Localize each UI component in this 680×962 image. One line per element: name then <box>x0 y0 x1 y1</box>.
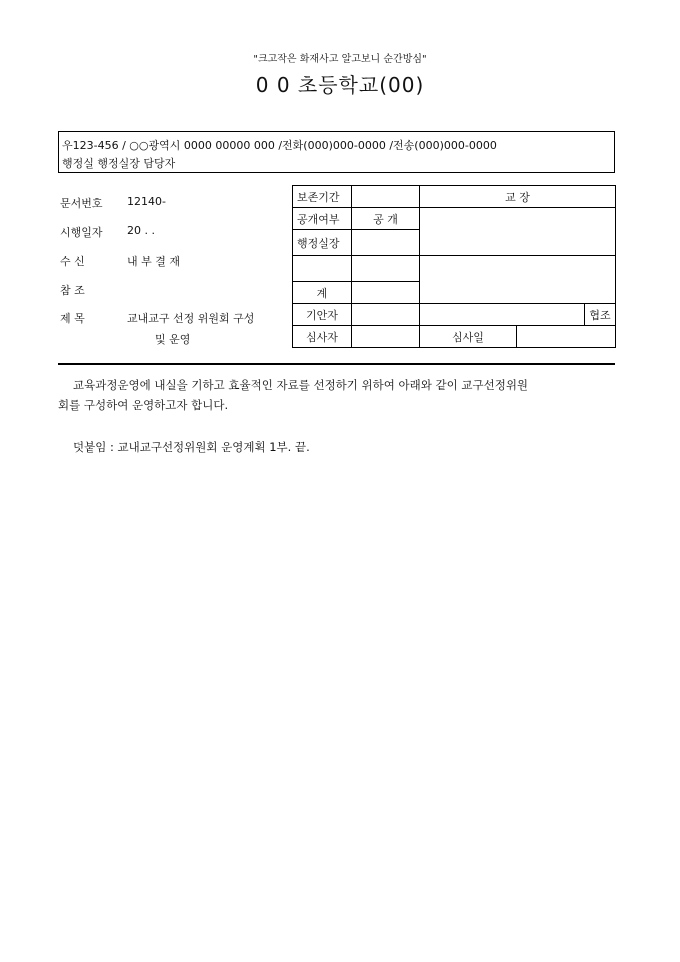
total-sign <box>352 282 420 304</box>
address-box <box>58 131 615 173</box>
drafter-extra <box>420 304 585 326</box>
reference-label: 참 조 <box>60 284 85 297</box>
drafter-sign <box>352 304 420 326</box>
cooperation-label: 협조 <box>585 304 616 326</box>
date-value: 20 . . <box>127 224 155 237</box>
disclosure-value: 공 개 <box>352 208 420 230</box>
principal-label: 교 장 <box>420 186 616 208</box>
approval-table <box>292 185 616 348</box>
doc-number-value: 12140- <box>127 195 166 208</box>
disclosure-label: 공개여부 <box>293 208 352 230</box>
body-paragraph-line-1: 교육과정운영에 내실을 기하고 효율적인 자료를 선정하기 위하여 아래와 같이 교구선정위원 <box>73 378 529 392</box>
drafter-label: 기안자 <box>293 304 352 326</box>
reviewer-sign <box>352 326 420 348</box>
admin-head-label: 행정실장 <box>293 230 352 256</box>
total-label: 계 <box>293 282 352 304</box>
retention-value <box>352 186 420 208</box>
date-label: 시행일자 <box>60 226 103 239</box>
blank-cell <box>352 256 420 282</box>
recipient-label: 수 신 <box>60 255 85 268</box>
subject-label: 제 목 <box>60 312 85 325</box>
subject-line-2: 및 운영 <box>155 333 191 346</box>
retention-label: 보존기간 <box>293 186 352 208</box>
blank-cell <box>293 256 352 282</box>
school-title: 0 0 초등학교(00) <box>255 73 425 97</box>
blank-area <box>420 256 616 304</box>
department-line: 행정실 행정실장 담당자 <box>62 157 176 170</box>
principal-sign-cell <box>420 208 616 256</box>
subject-line-1: 교내교구 선정 위원회 구성 <box>127 312 255 325</box>
attachment-line: 덧붙임 : 교내교구선정위원회 운영계획 1부. 끝. <box>73 440 310 454</box>
body-paragraph-line-2: 회를 구성하여 운영하고자 합니다. <box>58 398 229 412</box>
address-line: 우123-456 / ○○광역시 0000 00000 000 /전화(000)000-0000 /전송(000)000-0000 <box>62 139 497 152</box>
slogan: "크고작은 화재사고 알고보니 순간방심" <box>253 54 427 65</box>
review-date-value <box>517 326 616 348</box>
doc-number-label: 문서번호 <box>60 197 103 210</box>
divider <box>58 363 615 365</box>
recipient-value: 내 부 결 재 <box>127 255 180 268</box>
reviewer-label: 심사자 <box>293 326 352 348</box>
review-date-label: 심사일 <box>420 326 517 348</box>
admin-head-sign <box>352 230 420 256</box>
